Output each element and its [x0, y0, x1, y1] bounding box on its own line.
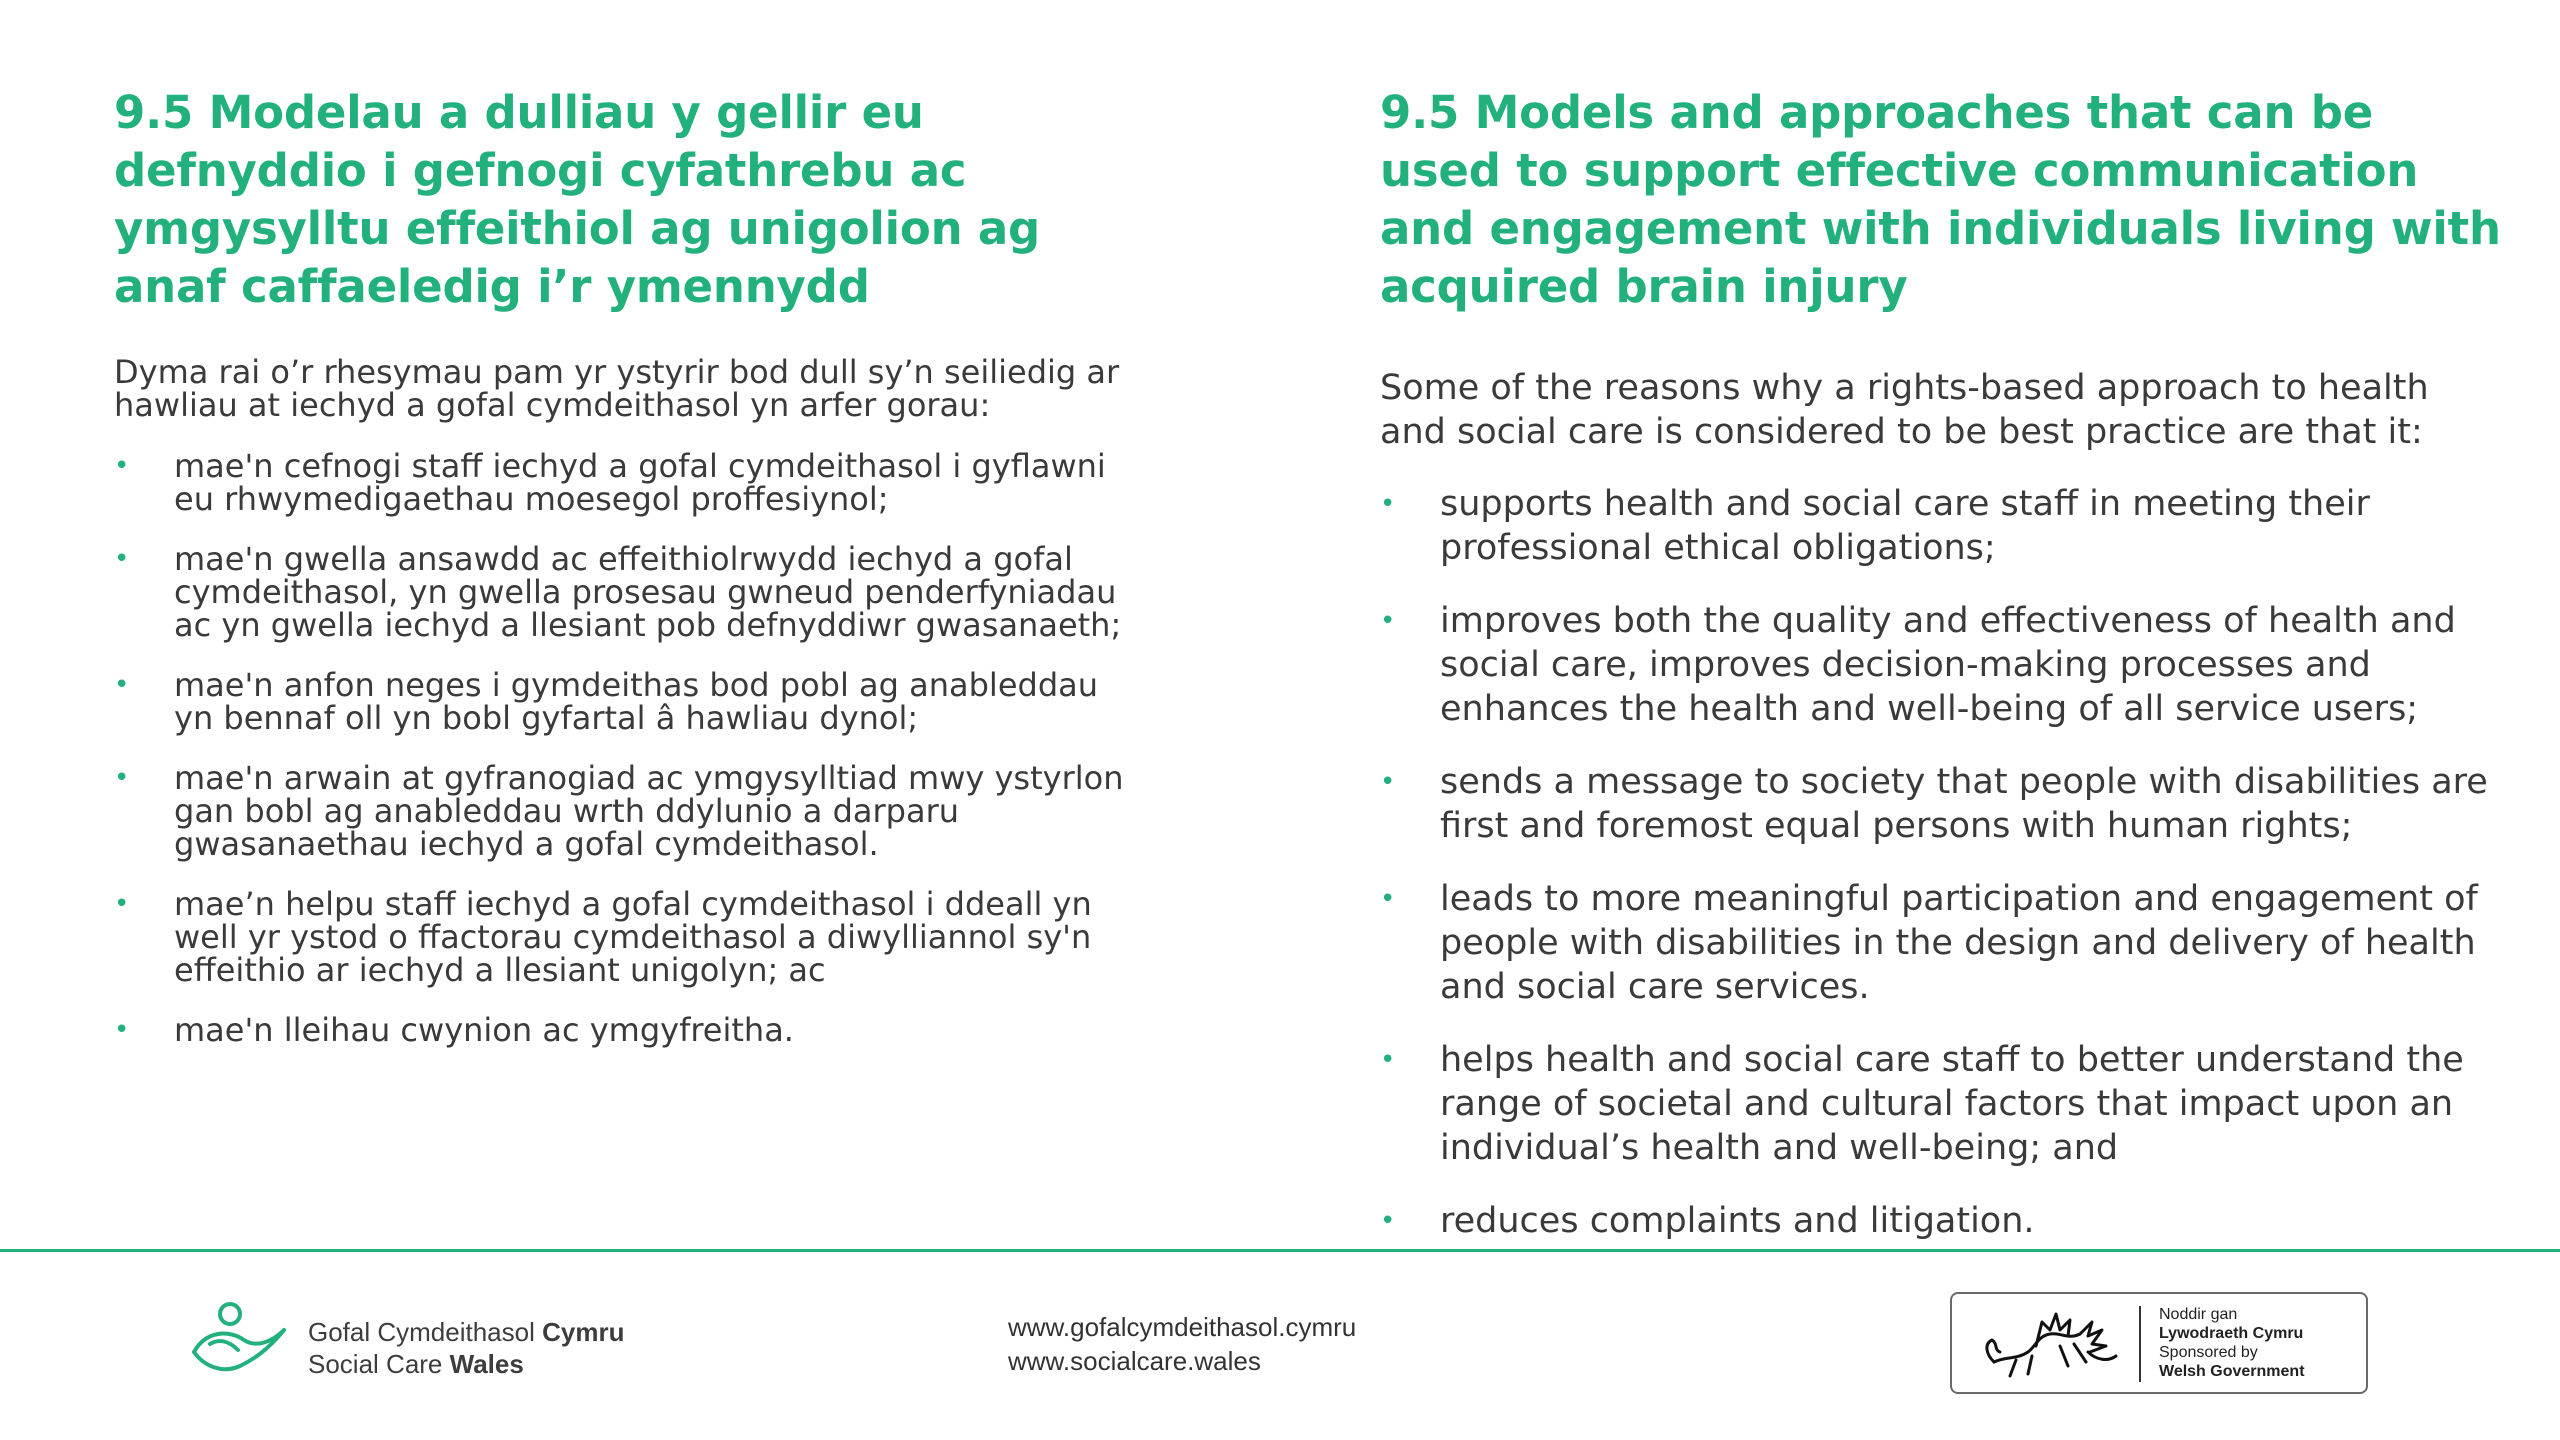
list-item-text: mae'n gwella ansawdd ac effeithiolrwydd iechyd a gofal cymdeithasol, yn gwella prosesau gwneud penderfyniadau ac yn gwella iechyd a llesiant pob defnyddiwr gwasanaeth; — [174, 540, 1122, 644]
bullet-icon: • — [1380, 606, 1396, 636]
english-website-link[interactable]: www.socialcare.wales — [1008, 1346, 1261, 1376]
footer-links — [1008, 1310, 1356, 1378]
welsh-intro: Dyma rai o’r rhesymau pam yr ystyrir bod dull sy’n seiliedig ar hawliau at iechyd a gofal cymdeithasol yn arfer gorau: — [114, 353, 1120, 424]
welsh-website-link[interactable]: www.gofalcymdeithasol.cymru — [1008, 1312, 1357, 1342]
list-item-text: improves both the quality and effectiveness of health and social care, improves decision-making processes and enhances the health and well-being of all service users; — [1440, 601, 2456, 729]
english-title: 9.5 Models and approaches that can be used to support effective communication and engagement with individuals living with acquired brain injury — [1380, 86, 2501, 313]
list-item — [114, 1011, 1124, 1049]
list-item-text: mae’n helpu staff iechyd a gofal cymdeithasol i ddeall yn well yr ystod o ffactorau cymdeithasol a diwylliannol sy'n effeithio ar iechyd a llesiant unigolyn; ac — [174, 885, 1092, 989]
sponsor-text — [2159, 1305, 2305, 1381]
list-item-text: mae'n cefnogi staff iechyd a gofal cymdeithasol i gyflawni eu rhwymedigaethau moesegol proffesiynol; — [174, 447, 1106, 518]
welsh-government-sponsor-badge — [1950, 1292, 2368, 1394]
english-bullet-list — [1380, 482, 2505, 1272]
sponsor-line-government: Welsh Government — [2159, 1363, 2305, 1380]
list-item-text: helps health and social care staff to better understand the range of societal and cultural factors that impact upon an individual’s health and well-being; and — [1440, 1040, 2464, 1168]
bullet-icon: • — [114, 763, 130, 793]
list-item — [114, 540, 1124, 644]
list-item — [114, 666, 1124, 737]
sponsor-line-lywodraeth: Lywodraeth Cymru — [2159, 1325, 2304, 1342]
welsh-title: 9.5 Modelau a dulliau y gellir eu defnyddio i gefnogi cyfathrebu ac ymgysylltu effeithiol ag unigolion ag anaf caffaeledig i’r ymennydd — [114, 86, 1041, 313]
list-item — [1380, 760, 2505, 848]
list-item — [1380, 1038, 2505, 1170]
list-item — [1380, 482, 2505, 570]
social-care-wales-logo-icon — [186, 1300, 296, 1384]
sponsor-line-noddir: Noddir gan — [2159, 1306, 2238, 1323]
list-item — [1380, 599, 2505, 731]
bullet-icon: • — [1380, 1206, 1396, 1236]
bullet-icon: • — [114, 670, 130, 700]
bullet-icon: • — [114, 1015, 130, 1045]
list-item — [1380, 877, 2505, 1009]
logo-line2-regular: Social Care — [308, 1349, 450, 1379]
bullet-icon: • — [114, 451, 130, 481]
list-item-text: supports health and social care staff in meeting their professional ethical obligations; — [1440, 484, 2370, 568]
sponsor-line-sponsored: Sponsored by — [2159, 1344, 2258, 1361]
list-item — [114, 885, 1124, 989]
logo-line2-bold: Wales — [449, 1349, 524, 1379]
sponsor-separator — [2139, 1306, 2141, 1382]
list-item — [114, 759, 1124, 863]
list-item — [1380, 1199, 2505, 1243]
list-item-text: mae'n arwain at gyfranogiad ac ymgysylltiad mwy ystyrlon gan bobl ag anableddau wrth ddylunio a darparu gwasanaethau iechyd a gofal cymdeithasol. — [174, 759, 1124, 863]
welsh-bullet-list — [114, 447, 1124, 1074]
list-item-text: sends a message to society that people with disabilities are first and foremost equal persons with human rights; — [1440, 762, 2488, 846]
bullet-icon: • — [1380, 767, 1396, 797]
bullet-icon: • — [114, 889, 130, 919]
list-item-text: leads to more meaningful participation and engagement of people with disabilities in the design and delivery of health and social care services. — [1440, 879, 2478, 1007]
list-item-text: mae'n anfon neges i gymdeithas bod pobl ag anableddau yn bennaf oll yn bobl gyfartal â hawliau dynol; — [174, 666, 1099, 737]
list-item — [114, 447, 1124, 518]
english-intro: Some of the reasons why a rights-based approach to health and social care is considered to be best practice are that it: — [1380, 368, 2429, 452]
bullet-icon: • — [114, 544, 130, 574]
bullet-icon: • — [1380, 489, 1396, 519]
list-item-text: reduces complaints and litigation. — [1440, 1201, 2035, 1241]
logo-line1-regular: Gofal Cymdeithasol — [308, 1317, 543, 1347]
bullet-icon: • — [1380, 884, 1396, 914]
list-item-text: mae'n lleihau cwynion ac ymgyfreitha. — [174, 1011, 794, 1049]
welsh-dragon-icon — [1976, 1300, 2126, 1388]
social-care-wales-logo — [186, 1300, 706, 1384]
logo-line1-bold: Cymru — [542, 1317, 625, 1347]
logo-wordmark — [308, 1316, 624, 1380]
footer-divider — [0, 1249, 2560, 1252]
bullet-icon: • — [1380, 1045, 1396, 1075]
